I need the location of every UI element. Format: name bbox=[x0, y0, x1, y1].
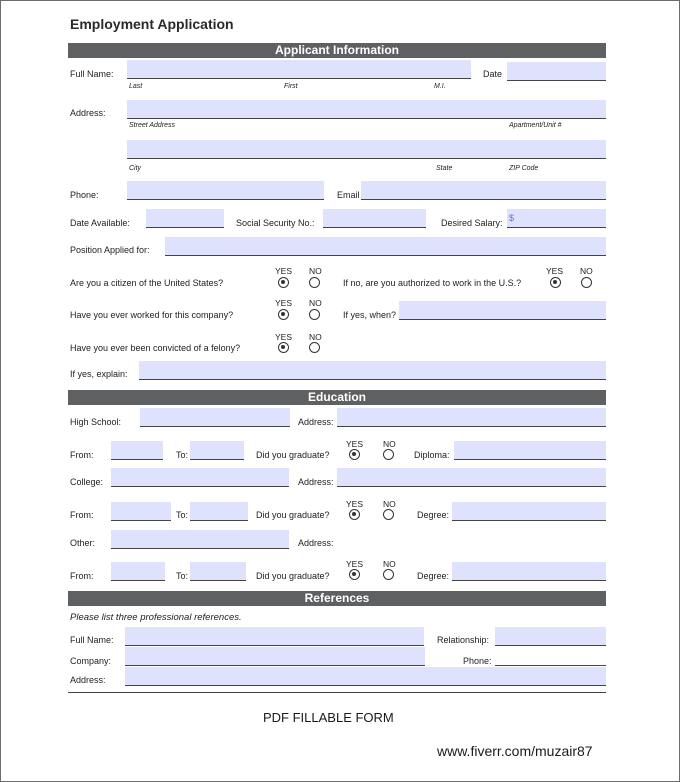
footer-form-type: PDF FILLABLE FORM bbox=[263, 710, 394, 725]
ref-address-field[interactable] bbox=[125, 667, 606, 686]
college-yes-caption: YES bbox=[346, 499, 364, 509]
felony-yes-caption: YES bbox=[275, 332, 293, 342]
other-no-radio[interactable] bbox=[383, 569, 394, 580]
position-label: Position Applied for: bbox=[70, 245, 150, 255]
hs-no-radio[interactable] bbox=[383, 449, 394, 460]
hs-to-field[interactable] bbox=[190, 441, 244, 460]
if-yes-when-label: If yes, when? bbox=[343, 310, 397, 320]
date-label: Date bbox=[483, 69, 503, 79]
footer-url: www.fiverr.com/muzair87 bbox=[437, 743, 593, 759]
authorized-no-caption: NO bbox=[580, 266, 593, 276]
full-name-label: Full Name: bbox=[70, 69, 114, 79]
apartment-caption: Apartment/Unit # bbox=[509, 122, 562, 129]
hs-yes-caption: YES bbox=[346, 439, 364, 449]
city-state-zip-field[interactable] bbox=[127, 140, 606, 159]
middle-initial-caption: M.I. bbox=[434, 83, 446, 90]
ref-full-name-label: Full Name: bbox=[70, 635, 114, 645]
high-school-address-label: Address: bbox=[298, 417, 334, 427]
form-title: Employment Application bbox=[70, 16, 234, 32]
worked-no-radio[interactable] bbox=[309, 309, 320, 320]
college-yes-radio[interactable] bbox=[349, 509, 360, 520]
other-no-caption: NO bbox=[383, 559, 396, 569]
felony-yes-radio[interactable] bbox=[278, 342, 289, 353]
ref-phone-label: Phone: bbox=[463, 656, 492, 666]
other-degree-label: Degree: bbox=[417, 571, 450, 581]
phone-field[interactable] bbox=[127, 181, 324, 200]
desired-salary-label: Desired Salary: bbox=[441, 218, 503, 228]
citizen-no-caption: NO bbox=[309, 266, 322, 276]
city-caption: City bbox=[129, 165, 142, 172]
other-address-label: Address: bbox=[298, 538, 334, 548]
college-from-label: From: bbox=[70, 510, 94, 520]
college-address-label: Address: bbox=[298, 477, 334, 487]
citizen-question: Are you a citizen of the United States? bbox=[70, 278, 224, 288]
ref-full-name-field[interactable] bbox=[125, 627, 424, 646]
hs-yes-radio[interactable] bbox=[349, 449, 360, 460]
hs-no-caption: NO bbox=[383, 439, 396, 449]
relationship-label: Relationship: bbox=[437, 635, 490, 645]
address-label: Address: bbox=[70, 108, 106, 118]
worked-no-caption: NO bbox=[309, 298, 322, 308]
diploma-field[interactable] bbox=[454, 441, 606, 460]
date-available-label: Date Available: bbox=[70, 218, 130, 228]
company-label: Company: bbox=[70, 656, 112, 666]
authorized-yes-radio[interactable] bbox=[550, 277, 561, 288]
full-name-field[interactable] bbox=[127, 60, 471, 79]
worked-yes-caption: YES bbox=[275, 298, 293, 308]
college-field[interactable] bbox=[111, 468, 289, 487]
college-to-label: To: bbox=[176, 510, 189, 520]
street-address-caption: Street Address bbox=[129, 122, 176, 129]
dollar-sign: $ bbox=[509, 213, 515, 223]
section-references: References bbox=[68, 591, 606, 606]
citizen-no-radio[interactable] bbox=[309, 277, 320, 288]
other-yes-radio[interactable] bbox=[349, 569, 360, 580]
college-label: College: bbox=[70, 477, 104, 487]
street-address-field[interactable] bbox=[127, 100, 606, 119]
other-address-field[interactable] bbox=[337, 530, 606, 549]
other-to-label: To: bbox=[176, 571, 189, 581]
other-yes-caption: YES bbox=[346, 559, 364, 569]
hs-from-field[interactable] bbox=[111, 441, 163, 460]
college-no-radio[interactable] bbox=[383, 509, 394, 520]
other-to-field[interactable] bbox=[190, 562, 246, 581]
date-available-field[interactable] bbox=[146, 209, 224, 228]
hs-to-label: To: bbox=[176, 450, 189, 460]
citizen-yes-radio[interactable] bbox=[278, 277, 289, 288]
section-applicant-information: Applicant Information bbox=[68, 43, 606, 58]
ref-phone-field[interactable] bbox=[495, 647, 606, 666]
company-field[interactable] bbox=[125, 647, 425, 666]
authorized-no-radio[interactable] bbox=[581, 277, 592, 288]
explain-field[interactable] bbox=[139, 361, 606, 380]
diploma-label: Diploma: bbox=[414, 450, 450, 460]
felony-no-radio[interactable] bbox=[309, 342, 320, 353]
other-label: Other: bbox=[70, 538, 96, 548]
zip-caption: ZIP Code bbox=[509, 165, 539, 172]
state-caption: State bbox=[436, 165, 453, 172]
ssn-label: Social Security No.: bbox=[236, 218, 315, 228]
worked-question: Have you ever worked for this company? bbox=[70, 310, 234, 320]
ref-address-label: Address: bbox=[70, 675, 106, 685]
felony-no-caption: NO bbox=[309, 332, 322, 342]
ssn-field[interactable] bbox=[323, 209, 426, 228]
college-degree-field[interactable] bbox=[452, 502, 606, 521]
bottom-rule bbox=[68, 692, 606, 693]
authorized-yes-caption: YES bbox=[546, 266, 564, 276]
college-degree-label: Degree: bbox=[417, 510, 450, 520]
last-name-caption: Last bbox=[129, 83, 143, 90]
hs-from-label: From: bbox=[70, 450, 94, 460]
section-education: Education bbox=[68, 390, 606, 405]
high-school-field[interactable] bbox=[140, 408, 290, 427]
citizen-yes-caption: YES bbox=[275, 266, 293, 276]
position-field[interactable] bbox=[165, 237, 606, 256]
college-to-field[interactable] bbox=[190, 502, 248, 521]
worked-yes-radio[interactable] bbox=[278, 309, 289, 320]
felony-question: Have you ever been convicted of a felony? bbox=[70, 343, 241, 353]
date-field[interactable] bbox=[507, 62, 606, 81]
email-label: Email bbox=[337, 190, 360, 200]
authorized-question: If no, are you authorized to work in the U.S.? bbox=[343, 278, 522, 288]
other-from-label: From: bbox=[70, 571, 94, 581]
college-from-field[interactable] bbox=[111, 502, 171, 521]
if-yes-when-field[interactable] bbox=[399, 301, 606, 320]
other-degree-field[interactable] bbox=[452, 562, 606, 581]
high-school-address-field[interactable] bbox=[337, 408, 606, 427]
other-field[interactable] bbox=[111, 530, 289, 549]
email-field[interactable] bbox=[361, 181, 606, 200]
other-from-field[interactable] bbox=[111, 562, 165, 581]
if-yes-explain-label: If yes, explain: bbox=[70, 369, 128, 379]
college-graduate-label: Did you graduate? bbox=[256, 510, 330, 520]
phone-label: Phone: bbox=[70, 190, 99, 200]
references-note: Please list three professional references. bbox=[70, 612, 242, 623]
hs-graduate-label: Did you graduate? bbox=[256, 450, 330, 460]
college-address-field[interactable] bbox=[337, 468, 606, 487]
desired-salary-field[interactable] bbox=[507, 209, 606, 228]
first-name-caption: First bbox=[284, 83, 298, 90]
relationship-field[interactable] bbox=[495, 627, 606, 646]
other-graduate-label: Did you graduate? bbox=[256, 571, 330, 581]
high-school-label: High School: bbox=[70, 417, 122, 427]
college-no-caption: NO bbox=[383, 499, 396, 509]
